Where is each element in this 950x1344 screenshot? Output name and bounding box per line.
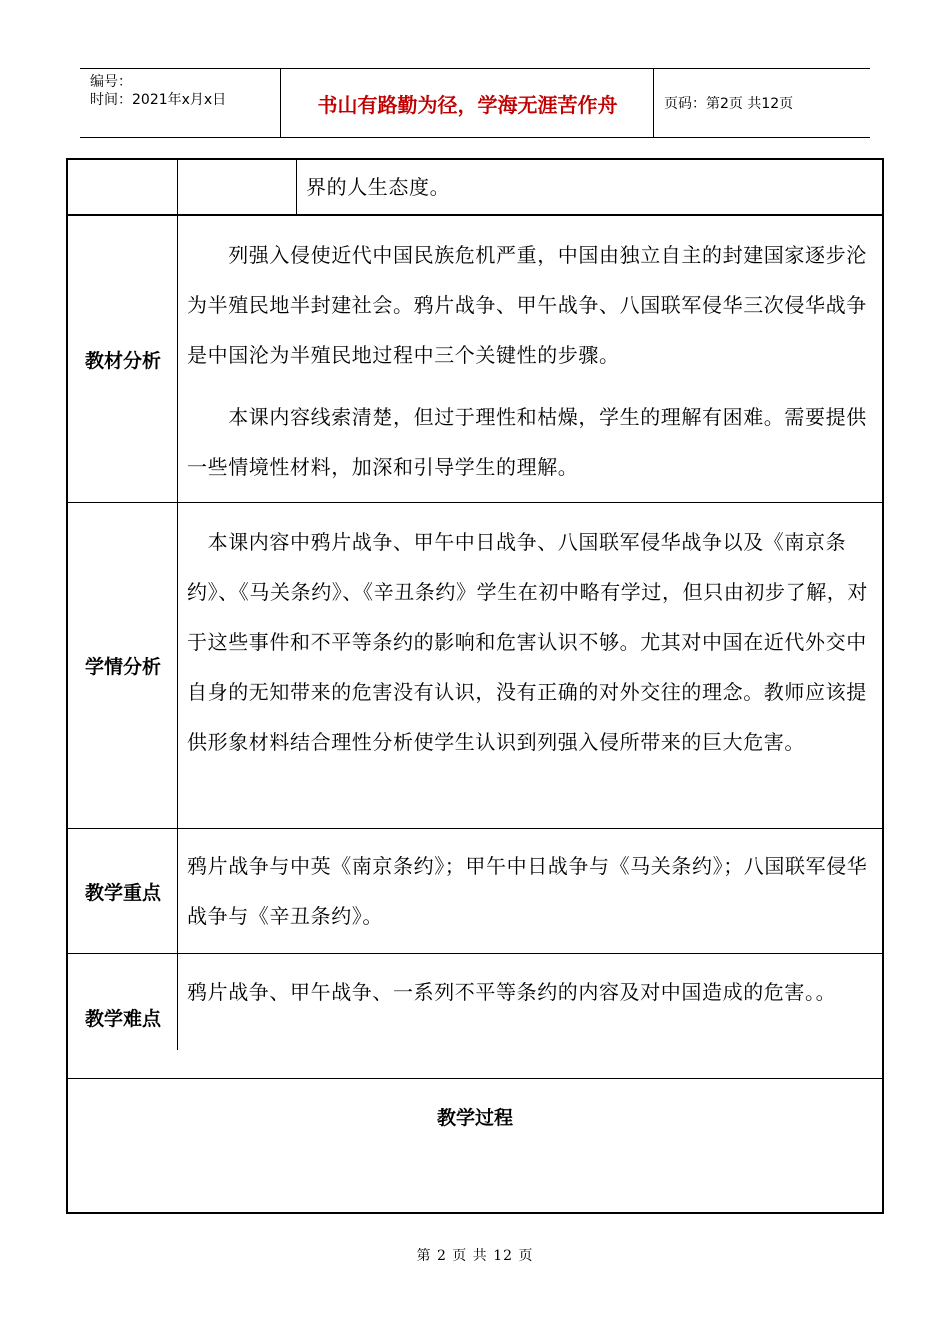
time-label: 时间：2021年x月x日 <box>90 92 227 108</box>
header-meta-cell <box>80 69 281 137</box>
section-text-difficulties: 鸦片战争、甲午战争、一系列不平等条约的内容及对中国造成的危害。。 <box>187 980 837 1004</box>
number-label: 编号： <box>90 74 132 90</box>
row-divider <box>68 502 882 503</box>
row-divider <box>68 214 882 216</box>
lesson-plan-table <box>66 158 884 1214</box>
page-footer: 第 2 页 共 12 页 <box>416 1248 534 1264</box>
section-label-difficulties: 教学难点 <box>84 1007 161 1030</box>
row-divider <box>68 1078 882 1079</box>
header-page-info: 页码：第2页 共12页 <box>664 96 794 112</box>
section-text-key-points: 鸦片战争与中英《南京条约》；甲午中日战争与《马关条约》；八国联军侵华战争与《辛丑条约》。 <box>187 854 868 928</box>
row-divider <box>68 828 882 829</box>
section-label-key-points: 教学重点 <box>84 881 161 904</box>
document-header <box>80 68 870 138</box>
section-text-student: 本课内容中鸦片战争、甲午中日战争、八国联军侵华战争以及《南京条约》、《马关条约》、《辛丑条约》学生在初中略有学过，但只由初步了解，对于这些事件和不平等条约的影响和危害认识不够。尤其对中国在近代外交中自身的无知带来的危害没有认识，没有正确的对外交往的理念。教师应该提供形象材料结合理性分析使学生认识到列强入侵所带来的巨大危害。 <box>187 530 868 754</box>
section-label-student: 学情分析 <box>84 656 161 678</box>
section-text-textbook: 列强入侵使近代中国民族危机严重，中国由独立自主的封建国家逐步沦为半殖民地半封建社会。鸦片战争、甲午战争、八国联军侵华三次侵华战争是中国沦为半殖民地过程中三个关键性的步骤。 本课内容线索清楚，但过于理性和枯燥，学生的理解有困难。需要提供一些情境性材料，加深和引导学生的理解。 <box>187 243 867 479</box>
continued-text: 界的人生态度。 <box>306 175 451 199</box>
process-title: 教学过程 <box>436 1107 513 1129</box>
top-row-inner-divider <box>296 160 297 214</box>
section-label-textbook: 教材分析 <box>84 349 161 372</box>
row-divider <box>68 953 882 954</box>
header-motto: 书山有路勤为径，学海无涯苦作舟 <box>282 69 654 137</box>
